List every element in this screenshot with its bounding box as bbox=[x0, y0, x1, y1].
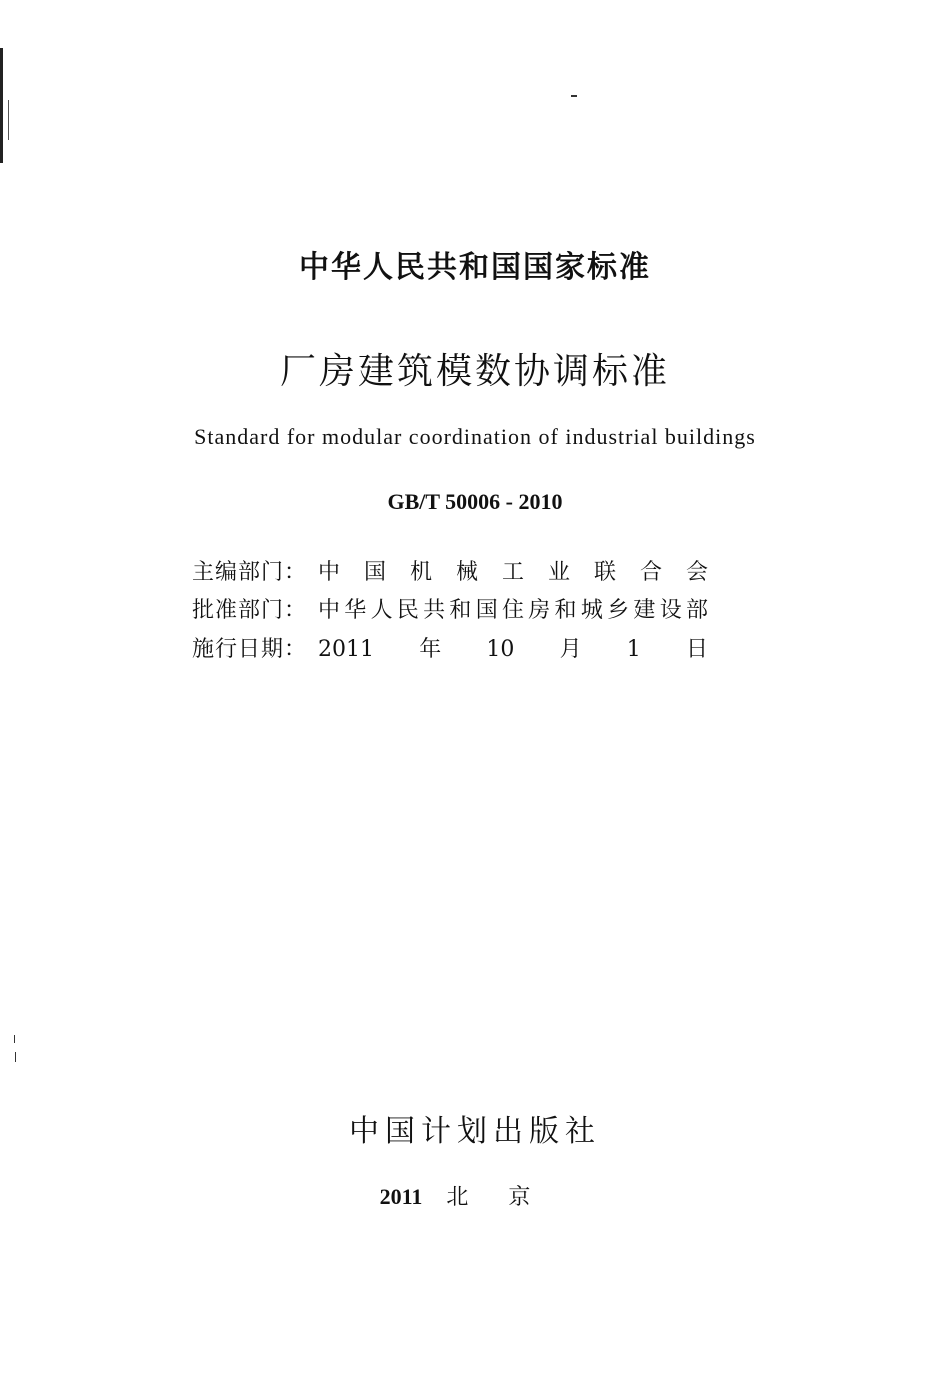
scan-speck bbox=[14, 1035, 15, 1043]
editor-label: 主编部门： bbox=[192, 560, 308, 585]
effective-date-row bbox=[192, 632, 732, 666]
approver-label: 批准部门： bbox=[192, 598, 308, 623]
document-title-chinese: 厂房建筑模数协调标准 bbox=[279, 351, 670, 392]
editor-row bbox=[192, 555, 732, 589]
approver-value: 中华人民共和国住房和城乡建设部 bbox=[318, 598, 708, 623]
national-standard-heading: 中华人民共和国国家标准 bbox=[299, 250, 651, 285]
publication-city: 北京 bbox=[446, 1185, 571, 1210]
standard-code: GB/T 50006 - 2010 bbox=[387, 489, 563, 514]
effective-date-value: 2011年10月1日 bbox=[318, 637, 708, 662]
scan-speck bbox=[15, 1052, 16, 1062]
editor-value: 中国机械工业联合会 bbox=[318, 560, 708, 585]
approver-row bbox=[192, 593, 732, 627]
publication-year: 2011 bbox=[379, 1184, 423, 1209]
publisher-name: 中国计划出版社 bbox=[349, 1114, 601, 1149]
scan-edge-mark bbox=[0, 48, 3, 163]
document-title-english: Standard for modular coordination of industrial buildings bbox=[194, 424, 756, 449]
effective-date-label: 施行日期： bbox=[192, 637, 308, 662]
scan-speck bbox=[571, 95, 577, 97]
scan-edge-mark-thin bbox=[8, 100, 9, 140]
imprint bbox=[0, 1180, 950, 1211]
